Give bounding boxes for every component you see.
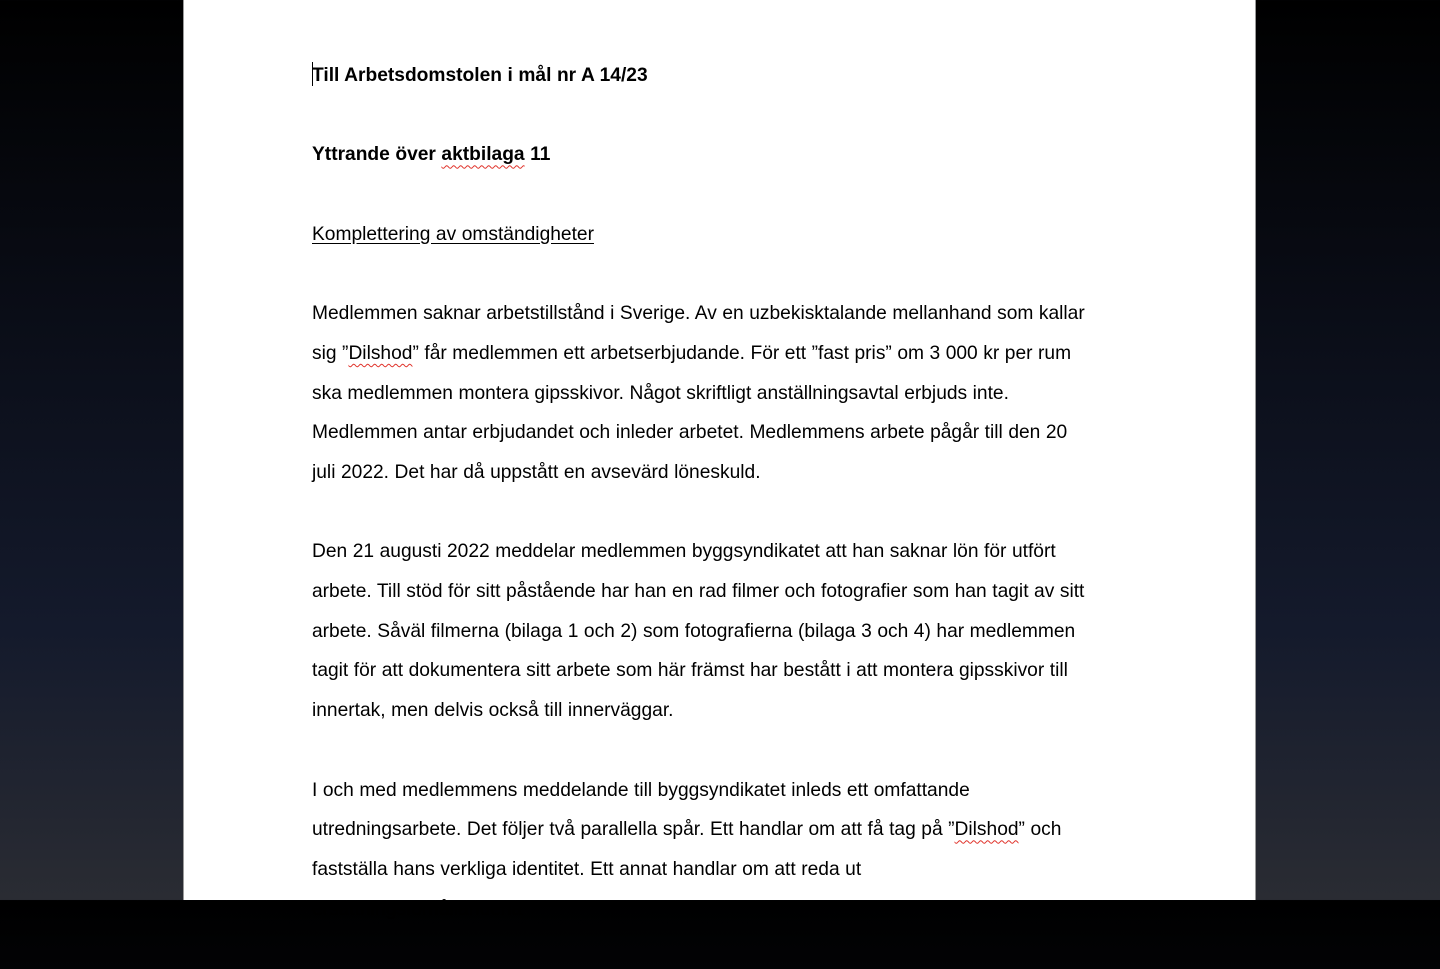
paragraph-2 xyxy=(312,532,1127,731)
paragraph-line: arbete. Såväl filmerna (bilaga 1 och 2) som fotografierna (bilaga 3 och 4) har medlemmen xyxy=(312,620,1076,642)
paragraph-line xyxy=(312,334,1127,374)
subheading-prefix: Yttrande över xyxy=(312,144,442,166)
paragraph-line: juli 2022. Det har då uppstått en avsevärd löneskuld. xyxy=(312,461,761,483)
paragraph-line: ska medlemmen montera gipsskivor. Något skriftligt anställningsavtal erbjuds inte. xyxy=(312,382,1009,404)
paragraph-1 xyxy=(312,294,1127,493)
subheading-suffix: 11 xyxy=(524,144,551,166)
paragraph-line xyxy=(312,810,1127,850)
heading-text: Till Arbetsdomstolen i mål nr A 14/23 xyxy=(312,65,648,86)
paragraph-line: arbete. Till stöd för sitt påstående har han en rad filmer och fotografier som han tagit av sitt xyxy=(312,581,1085,603)
paragraph-line: fastställa hans verkliga identitet. Ett annat handlar om att reda ut xyxy=(312,858,862,880)
line-segment: utredningsarbete. Det följer två parallella spår. Ett handlar om att få tag på ” xyxy=(312,819,955,841)
document-subheading xyxy=(312,135,1127,175)
line-segment: ” och xyxy=(1018,819,1062,841)
document-body[interactable] xyxy=(312,56,1127,969)
document-page[interactable] xyxy=(183,0,1256,920)
paragraph-line: Den 21 augusti 2022 meddelar medlemmen byggsyndikatet att han saknar lön för utfört xyxy=(312,541,1056,563)
line-segment: sig ” xyxy=(312,342,349,364)
paragraph-line: Medlemmen saknar arbetstillstånd i Sverige. Av en uzbekisktalande mellanhand som kallar xyxy=(312,303,1085,325)
paragraph-line: innertak, men delvis också till innerväggar. xyxy=(312,700,674,722)
spellcheck-flagged-word[interactable]: Dilshod xyxy=(954,819,1019,841)
paragraph-3 xyxy=(312,771,1127,930)
paragraph-line: Medlemmen antar erbjudandet och inleder arbetet. Medlemmens arbete pågår till den 20 xyxy=(312,422,1068,444)
paragraph-line: tagit för att dokumentera sitt arbete som här främst har bestått i att montera gipsskivor till xyxy=(312,660,1068,682)
paragraph-line: I och med medlemmens meddelande till byggsyndikatet inleds ett omfattande xyxy=(312,779,970,801)
section-title: Komplettering av omständigheter xyxy=(312,223,594,245)
document-heading xyxy=(312,56,1127,96)
spellcheck-flagged-word[interactable]: aktbilaga xyxy=(441,144,525,166)
paragraph-line: ersättningsförhållandena xyxy=(312,898,523,920)
line-segment: ” får medlemmen ett arbetserbjudande. För ett ”fast pris” om 3 000 kr per rum xyxy=(412,342,1072,364)
spellcheck-flagged-word[interactable]: Dilshod xyxy=(348,342,413,364)
